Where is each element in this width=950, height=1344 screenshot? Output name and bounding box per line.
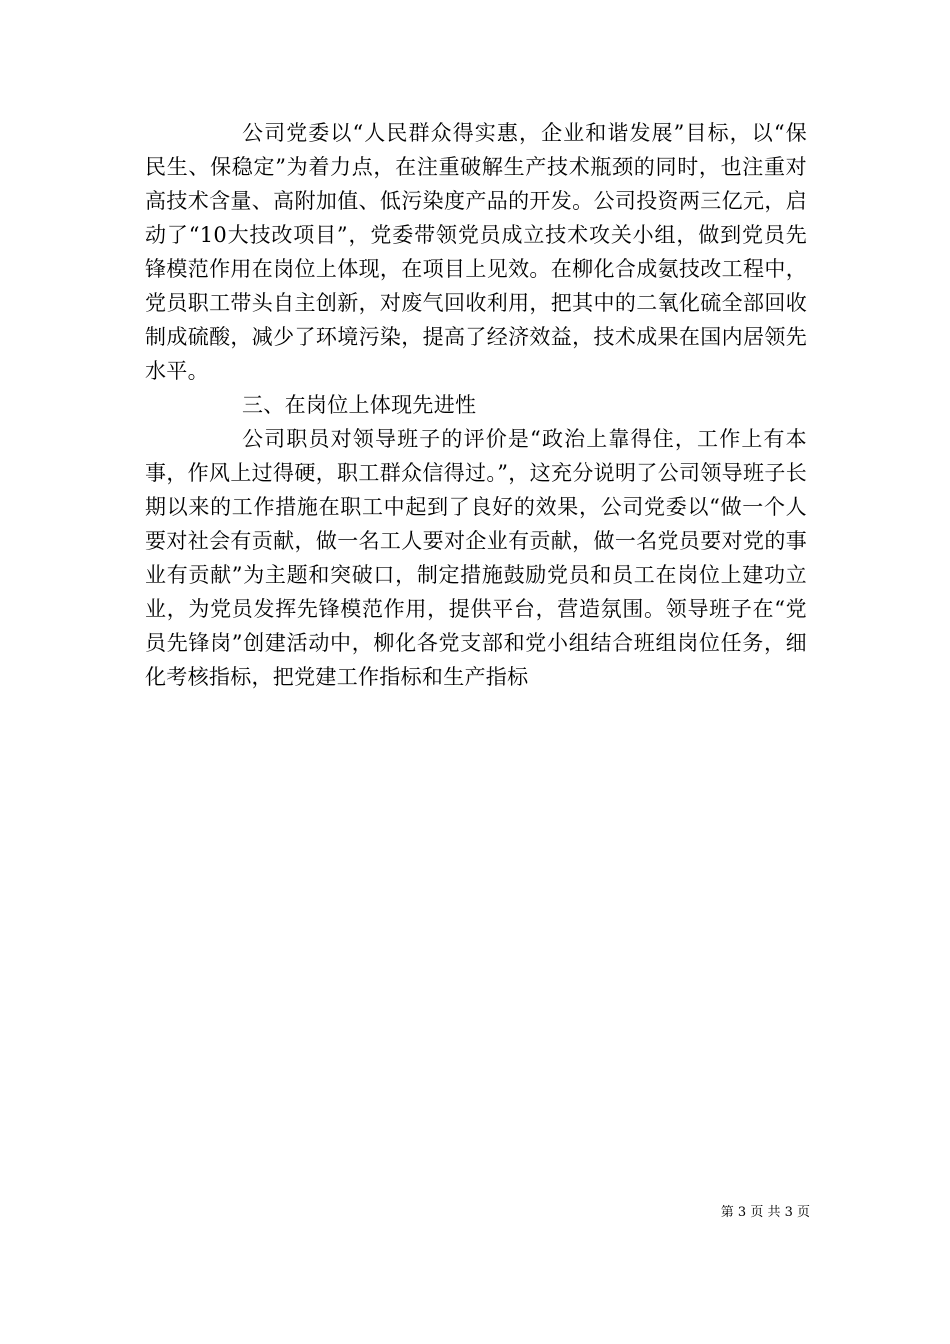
page-number-footer: 第 3 页 共 3 页 (720, 1205, 810, 1220)
paragraph-2: 公司职员对领导班子的评价是“政治上靠得住，工作上有本事，作风上过得硬，职工群众信得过。”，这充分说明了公司领导班子长期以来的工作措施在职工中起到了良好的效果，公司党委以“做一个人要对社会有贡献，做一名工人要对企业有贡献，做一名党员要对党的事业有贡献”为主题和突破口，制定措施鼓励党员和员工在岗位上建功立业，为党员发挥先锋模范作用，提供平台，营造氛围。领导班子在“党员先锋岗”创建活动中，柳化各党支部和党小组结合班组岗位任务，细化考核指标，把党建工作指标和生产指标 (145, 427, 807, 689)
paragraph-1: 公司党委以“人民群众得实惠，企业和谐发展”目标，以“保民生、保稳定”为着力点，在注重破解生产技术瓶颈的同时，也注重对高技术含量、高附加值、低污染度产品的开发。公司投资两三亿元，启动了“10大技改项目”，党委带领党员成立技术攻关小组，做到党员先锋模范作用在岗位上体现，在项目上见效。在柳化合成氨技改工程中，党员职工带头自主创新，对废气回收利用，把其中的二氧化硫全部回收制成硫酸，减少了环境污染，提高了经济效益，技术成果在国内居领先水平。 (145, 121, 807, 383)
section-heading: 三、在岗位上体现先进性 (242, 393, 477, 417)
document-body (145, 116, 807, 694)
